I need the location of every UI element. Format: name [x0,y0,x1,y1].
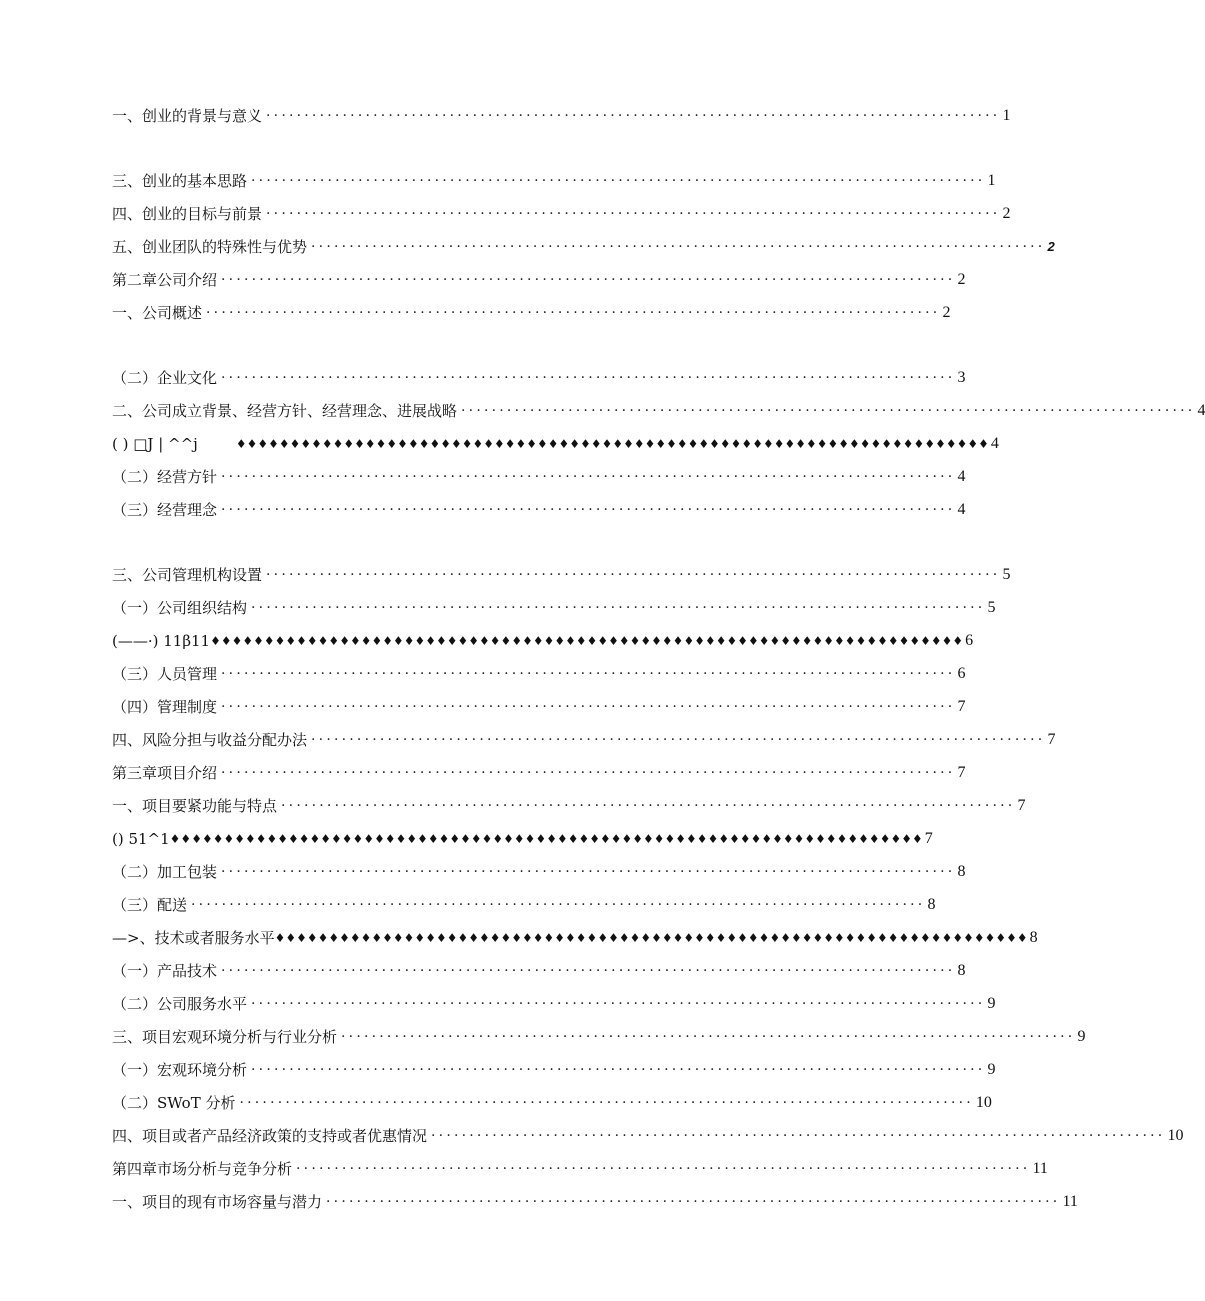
toc-entry[interactable] [112,660,966,684]
toc-entry-page: 11 [1032,1160,1048,1177]
toc-entry-page: 1 [1002,107,1011,124]
toc-entry-title: 第二章公司介绍 [112,271,218,289]
toc-entry[interactable] [112,792,1026,816]
toc-dot-leader: ································································································ [221,666,956,682]
toc-entry[interactable] [112,299,951,323]
toc-entry-title: ( ) □J | ^^j [112,435,198,453]
toc-entry[interactable] [112,759,966,783]
toc-entry[interactable] [112,1023,1086,1047]
toc-entry-title: 五、创业团队的特殊性与优势 [112,238,308,256]
toc-entry-page: 2 [1002,205,1011,222]
toc-entry-page: 8 [957,962,966,979]
toc-entry[interactable] [112,364,966,388]
toc-entry[interactable] [112,561,1011,585]
toc-entry-page: 9 [987,995,996,1012]
toc-dot-leader: ································································································ [326,1194,1061,1210]
toc-dot-leader: ································································································ [431,1128,1166,1144]
toc-dot-leader: ································································································ [221,272,956,288]
toc-entry-page: 2 [942,304,951,321]
toc-entry[interactable] [112,397,1205,421]
toc-dot-leader: ································································································ [221,502,956,518]
toc-entry-page: 1 [987,172,996,189]
toc-dot-leader: ································································································ [311,239,1046,255]
toc-dot-leader: ································································································ [251,996,986,1012]
toc-dot-leader: ································································································ [239,1095,974,1111]
toc-entry-page: 5 [987,599,996,616]
toc-entry-title: 一、项目要紧功能与特点 [112,797,278,815]
toc-entry-title: （二）SWoT 分析 [112,1094,236,1112]
toc-entry[interactable] [112,496,966,520]
toc-dot-leader: ································································································ [461,403,1196,419]
toc-dot-leader: ································································································ [221,765,956,781]
toc-dot-leader: ································································································ [296,1161,1031,1177]
toc-entry-page: 7 [1017,797,1026,814]
toc-entry-title: （二）企业文化 [112,369,218,387]
toc-entry-title: 一、公司概述 [112,304,203,322]
toc-entry-title: —>、技术或者服务水平 [112,929,275,947]
toc-entry-page: 4 [957,468,966,485]
toc-entry-title: （一）产品技术 [112,962,218,980]
toc-dot-leader: ································································································ [266,567,1001,583]
toc-entry-page: 5 [1002,566,1011,583]
toc-entry[interactable] [112,594,996,618]
toc-dot-leader: ································································································ [206,305,941,321]
toc-entry-title: （二）加工包装 [112,863,218,881]
toc-entry-title: （四）管理制度 [112,698,218,716]
toc-entry-title: （一）宏观环境分析 [112,1061,248,1079]
toc-entry-page: 7 [924,830,933,847]
toc-dot-leader: ································································································ [281,798,1016,814]
toc-entry-page: 4 [1197,402,1205,419]
toc-entry[interactable] [112,200,1011,224]
toc-entry[interactable] [112,924,1038,948]
toc-dot-leader: ································································································ [251,1062,986,1078]
toc-dot-leader: ································································································ [191,897,926,913]
toc-dot-leader: ································································································ [341,1029,1076,1045]
toc-entry-page: 8 [1029,929,1038,946]
toc-entry[interactable] [112,891,936,915]
toc-entry-title: 四、风险分担与收益分配办法 [112,731,308,749]
toc-dot-leader: ································································································ [221,370,956,386]
toc-entry[interactable] [112,858,966,882]
toc-entry[interactable] [112,430,999,454]
toc-entry-title: 四、项目或者产品经济政策的支持或者优惠情况 [112,1127,428,1145]
toc-entry[interactable] [112,102,1011,126]
toc-entry-title: 一、项目的现有市场容量与潜力 [112,1193,323,1211]
toc-entry-page: 2 [1047,239,1055,254]
toc-entry-page: 4 [990,435,999,452]
toc-entry-page: 9 [1077,1028,1086,1045]
toc-entry-title: 三、项目宏观环境分析与行业分析 [112,1028,338,1046]
toc-entry[interactable] [112,233,1055,257]
toc-entry-title: （二）经营方针 [112,468,218,486]
toc-dot-leader: ································································································ [251,173,986,189]
toc-entry-title: (——·) 11β11 [112,632,211,650]
toc-entry-page: 10 [975,1094,992,1111]
toc-entry[interactable] [112,1155,1048,1179]
toc-diamond-leader: ♦♦♦♦♦♦♦♦♦♦♦♦♦♦♦♦♦♦♦♦♦♦♦♦♦♦♦♦♦♦♦♦♦♦♦♦♦♦♦♦♦♦♦♦♦♦♦♦♦♦♦♦♦♦♦♦♦♦♦♦♦♦♦♦♦♦♦♦♦♦ [210,634,964,648]
toc-dot-leader: ································································································ [311,732,1046,748]
toc-entry-page: 11 [1062,1193,1078,1210]
toc-entry[interactable] [112,167,996,191]
toc-entry-title: （三）人员管理 [112,665,218,683]
toc-entry[interactable] [112,1188,1078,1212]
toc-entry-title: 一、创业的背景与意义 [112,107,263,125]
toc-entry[interactable] [112,1122,1184,1146]
toc-entry-page: 9 [987,1061,996,1078]
toc-entry[interactable] [112,825,933,849]
toc-entry[interactable] [112,266,966,290]
toc-entry-page: 7 [1047,731,1056,748]
toc-entry[interactable] [112,990,996,1014]
toc-dot-leader: ································································································ [266,206,1001,222]
toc-diamond-leader: ♦♦♦♦♦♦♦♦♦♦♦♦♦♦♦♦♦♦♦♦♦♦♦♦♦♦♦♦♦♦♦♦♦♦♦♦♦♦♦♦♦♦♦♦♦♦♦♦♦♦♦♦♦♦♦♦♦♦♦♦♦♦♦♦♦♦♦♦♦♦ [274,931,1028,945]
toc-entry-page: 7 [957,764,966,781]
toc-entry-title: 三、公司管理机构设置 [112,566,263,584]
toc-entry[interactable] [112,693,966,717]
toc-entry-title: （三）配送 [112,896,188,914]
toc-diamond-leader: ♦♦♦♦♦♦♦♦♦♦♦♦♦♦♦♦♦♦♦♦♦♦♦♦♦♦♦♦♦♦♦♦♦♦♦♦♦♦♦♦♦♦♦♦♦♦♦♦♦♦♦♦♦♦♦♦♦♦♦♦♦♦♦♦♦♦♦♦♦♦ [235,437,989,451]
toc-entry-page: 6 [957,665,966,682]
toc-dot-leader: ································································································ [221,699,956,715]
toc-entry-page: 10 [1167,1127,1184,1144]
toc-entry-title: 三、创业的基本思路 [112,172,248,190]
toc-entry-title: () 51^1 [112,830,170,848]
toc-entry-title: （二）公司服务水平 [112,995,248,1013]
toc-entry[interactable] [112,726,1056,750]
toc-entry-page: 3 [957,369,966,386]
toc-entry[interactable] [112,1089,992,1113]
toc-entry-page: 2 [957,271,966,288]
toc-entry-title: （一）公司组织结构 [112,599,248,617]
toc-entry-title: 第四章市场分析与竞争分析 [112,1160,293,1178]
toc-entry-title: 二、公司成立背景、经营方针、经营理念、进展战略 [112,402,458,420]
toc-entry-page: 7 [957,698,966,715]
toc-entry[interactable] [112,463,966,487]
toc-dot-leader: ································································································ [221,864,956,880]
toc-entry-page: 4 [957,501,966,518]
toc-entry[interactable] [112,627,974,651]
toc-entry-title: 第三章项目介绍 [112,764,218,782]
toc-entry-page: 8 [957,863,966,880]
toc-dot-leader: ································································································ [221,469,956,485]
toc-entry[interactable] [112,1056,996,1080]
toc-dot-leader: ································································································ [251,600,986,616]
toc-dot-leader: ································································································ [221,963,956,979]
toc-dot-leader: ································································································ [266,108,1001,124]
toc-entry-page: 6 [965,632,974,649]
toc-entry-page: 8 [927,896,936,913]
toc-entry[interactable] [112,957,966,981]
toc-diamond-leader: ♦♦♦♦♦♦♦♦♦♦♦♦♦♦♦♦♦♦♦♦♦♦♦♦♦♦♦♦♦♦♦♦♦♦♦♦♦♦♦♦♦♦♦♦♦♦♦♦♦♦♦♦♦♦♦♦♦♦♦♦♦♦♦♦♦♦♦♦♦♦ [169,832,923,846]
toc-entry-title: （三）经营理念 [112,501,218,519]
toc-entry-title: 四、创业的目标与前景 [112,205,263,223]
